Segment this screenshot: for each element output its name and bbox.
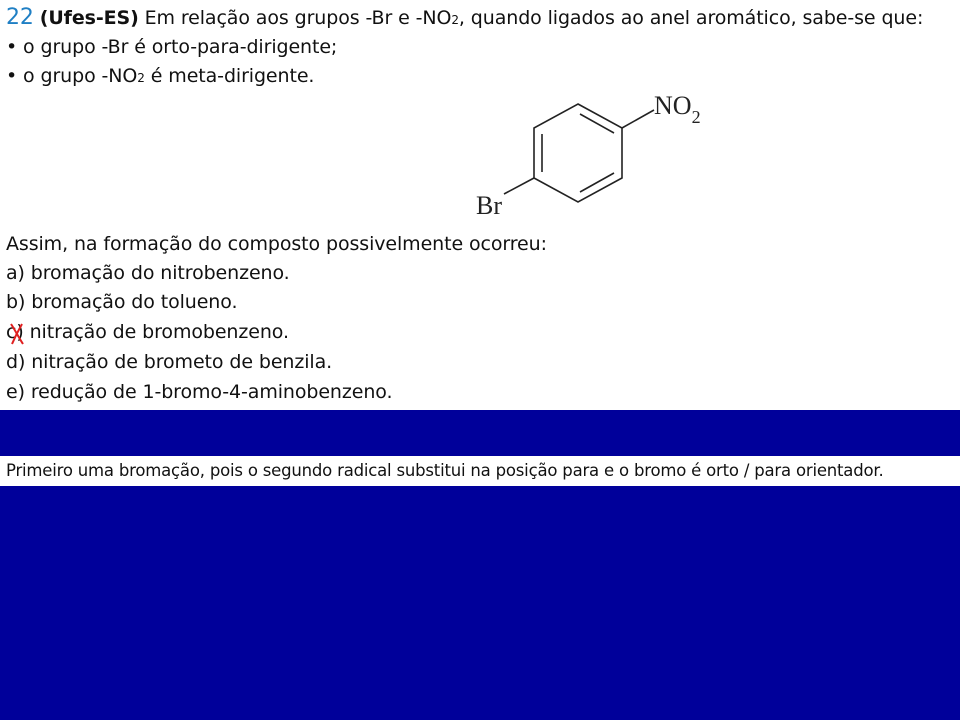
intro-text-after: , quando ligados ao anel aromático, sabe-se que: (458, 7, 924, 29)
ring-double-bond-2 (580, 173, 614, 192)
option-c: c) nitração de bromobenzeno. (6, 321, 289, 343)
benzene-ring (534, 104, 622, 202)
bromonitrobenzene-structure (470, 84, 740, 224)
no2-bond (622, 110, 654, 128)
intro-text-before: Em relação aos grupos -Br e -NO (138, 7, 452, 29)
option-d: d) nitração de brometo de benzila. (6, 351, 333, 373)
bullet2-subscript: 2 (137, 71, 145, 85)
intro-subscript: 2 (451, 13, 459, 27)
option-a: a) bromação do nitrobenzeno. (6, 262, 290, 284)
question-number: 22 (6, 5, 34, 30)
bullet2-text-before: • o grupo -NO (6, 65, 138, 87)
answer-mark-x-icon (9, 322, 25, 346)
ring-double-bond-1 (580, 114, 614, 133)
answer-explanation: Primeiro uma bromação, pois o segundo radical substitui na posição para e o bromo é orto / para orientador. (6, 461, 884, 480)
question-intro (6, 6, 923, 32)
br-bond (504, 178, 534, 194)
option-b: b) bromação do tolueno. (6, 291, 238, 313)
bullet-no2 (6, 64, 314, 90)
question-prompt: Assim, na formação do composto possivelmente ocorreu: (6, 233, 547, 255)
option-e: e) redução de 1-bromo-4-aminobenzeno. (6, 381, 393, 403)
answer-explanation-strip (0, 456, 960, 486)
bullet2-text-after: é meta-dirigente. (144, 65, 315, 87)
bullet-br: • o grupo -Br é orto-para-dirigente; (6, 36, 338, 58)
no2-label: $NO_2$ (654, 91, 701, 127)
br-label: Br (476, 191, 502, 220)
question-source: (Ufes-ES) (39, 7, 139, 29)
